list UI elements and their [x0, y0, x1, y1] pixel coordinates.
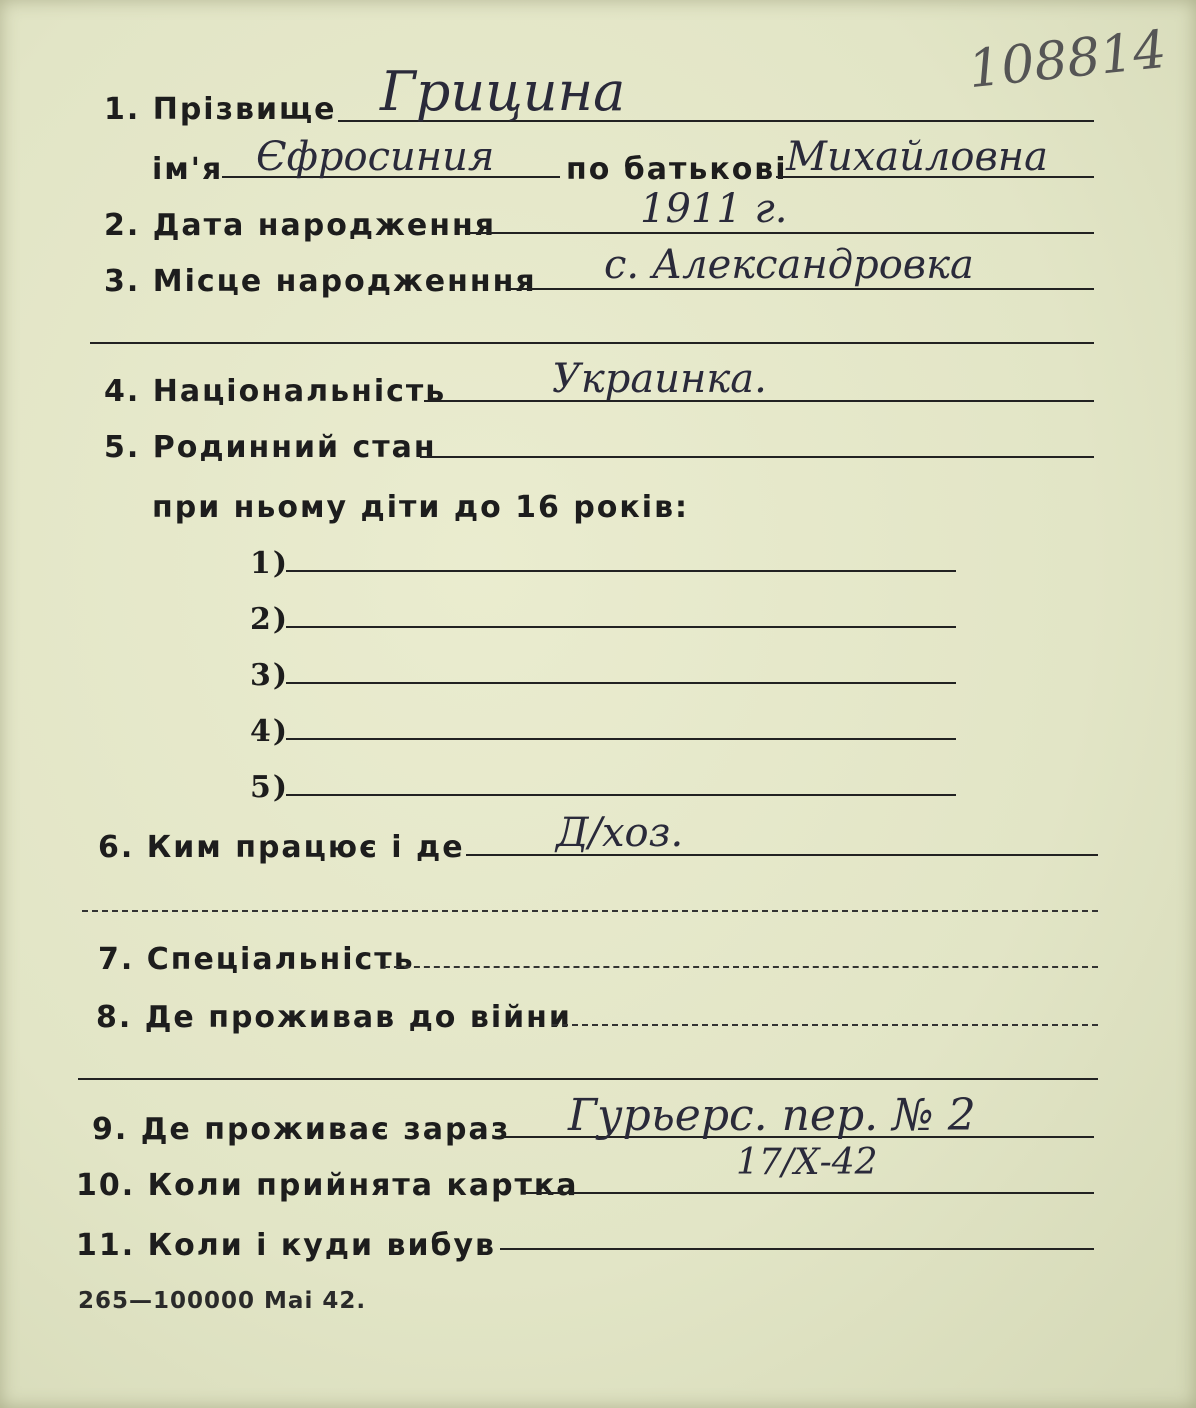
- birth-date-label: 2. Дата народження: [104, 208, 496, 243]
- child-2-line: [286, 626, 956, 628]
- departure-line: [500, 1248, 1094, 1250]
- departure-label: 11. Коли і куди вибув: [76, 1228, 496, 1263]
- print-code: 265—100000 Mai 42.: [78, 1288, 367, 1314]
- birth-place-line: [510, 288, 1094, 290]
- birth-place-value: с. Александровка: [604, 242, 974, 288]
- children-heading: при ньому діти до 16 років:: [152, 490, 690, 525]
- surname-value: Грицина: [380, 60, 626, 123]
- birth-date-value: 1911 г.: [640, 186, 788, 232]
- card-accepted-label: 10. Коли прийнята картка: [76, 1168, 579, 1203]
- prewar-residence-label: 8. Де проживав до війни: [96, 1000, 572, 1035]
- patronymic-label: по батькові: [566, 152, 788, 187]
- card-accepted-line: [524, 1192, 1094, 1194]
- birth-place-line-2: [90, 342, 1094, 344]
- child-1-line: [286, 570, 956, 572]
- child-3-label: 3): [250, 658, 290, 693]
- child-2-label: 2): [250, 602, 290, 637]
- current-residence-value: Гурьерс. пер. № 2: [568, 1090, 976, 1141]
- child-1-label: 1): [250, 546, 290, 581]
- marital-status-label: 5. Родинний стан: [104, 430, 437, 465]
- child-4-line: [286, 738, 956, 740]
- first-name-label: ім'я: [152, 152, 224, 187]
- child-5-label: 5): [250, 770, 290, 805]
- child-4-label: 4): [250, 714, 290, 749]
- card-number: 108814: [965, 19, 1170, 101]
- occupation-value: Д/хоз.: [556, 810, 684, 856]
- child-5-line: [286, 794, 956, 796]
- nationality-label: 4. Національність: [104, 374, 447, 409]
- prewar-residence-line: [552, 1024, 1098, 1026]
- specialty-line: [384, 966, 1098, 968]
- birth-date-line: [468, 232, 1094, 234]
- nationality-value: Украинка.: [552, 356, 767, 402]
- first-name-value: Єфросиния: [256, 134, 495, 180]
- child-3-line: [286, 682, 956, 684]
- surname-label: 1. Прізвище: [104, 92, 337, 127]
- marital-status-line: [420, 456, 1094, 458]
- card-accepted-value: 17/Х-42: [736, 1142, 878, 1183]
- patronymic-value: Михайловна: [786, 134, 1048, 180]
- current-residence-label: 9. Де проживає зараз: [92, 1112, 511, 1147]
- birth-place-label: 3. Місце народженння: [104, 264, 537, 299]
- specialty-label: 7. Спеціальність: [98, 942, 415, 977]
- occupation-label: 6. Ким працює і де: [98, 830, 465, 865]
- prewar-residence-line-2: [78, 1078, 1098, 1080]
- occupation-line-2: [82, 910, 1098, 912]
